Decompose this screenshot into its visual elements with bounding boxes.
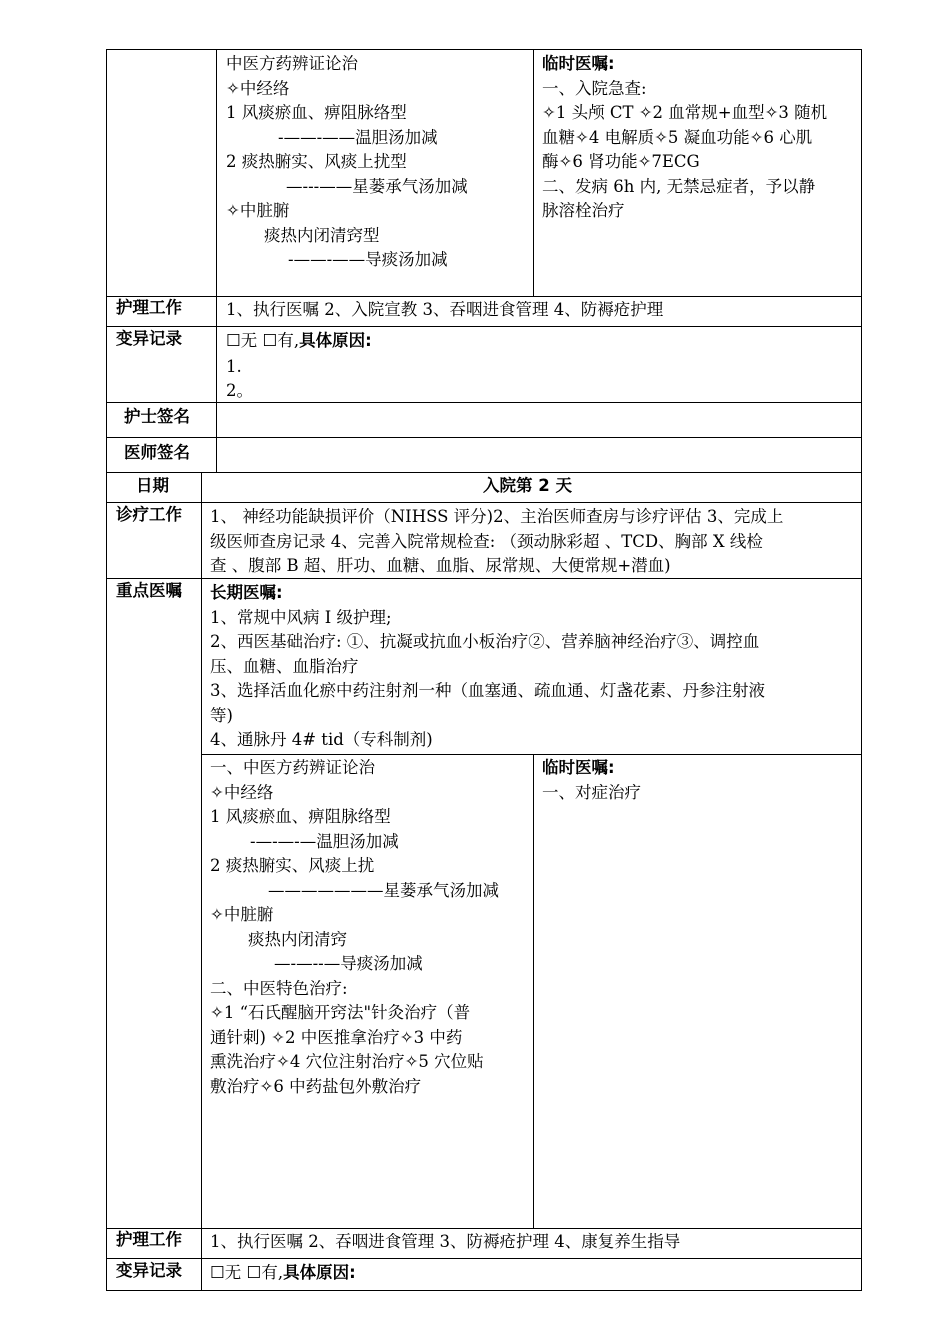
tcm-line: ✧中经络 xyxy=(226,78,290,98)
tcm-line: 中医方药辨证论治 xyxy=(226,54,358,73)
long-line: 3、选择活血化瘀中药注射剂一种（血塞通、疏血通、灯盏花素、丹参注射液 xyxy=(210,681,765,700)
tcm-line: ———————星蒌承气汤加减 xyxy=(268,880,499,900)
variation-reason-label: 具体原因: xyxy=(299,331,372,350)
long-term-orders-title: 长期医嘱: xyxy=(210,583,283,602)
variation-item: 1. xyxy=(226,356,242,376)
nurse-signature-field[interactable] xyxy=(217,403,861,437)
tcm-line: -——-——温胆汤加减 xyxy=(278,127,438,147)
long-line: 2、西医基础治疗: ①、抗凝或抗血小板治疗②、营养脑神经治疗③、调控血 xyxy=(210,632,760,651)
temp-line: 一、入院急查: xyxy=(542,78,647,98)
diagnosis-work-text xyxy=(210,505,860,579)
tcm-line: 2 痰热腑实、风痰上扰型 xyxy=(226,152,407,171)
top-tcm-prescription xyxy=(226,52,531,273)
temp-line: 二、发病 6h 内, 无禁忌症者，予以静 xyxy=(542,176,816,196)
date-value: 入院第 2 天 xyxy=(483,476,572,495)
variation-record xyxy=(210,1261,356,1286)
variation-checkboxes[interactable]: ☐无 ☐有, xyxy=(226,331,300,350)
tcm-line: —-—--—导痰汤加减 xyxy=(274,954,423,973)
tcm-line: —---——星蒌承气汤加减 xyxy=(286,176,468,196)
variation-reason-label: 具体原因: xyxy=(283,1263,356,1282)
variation-checkboxes[interactable]: ☐无 ☐有, xyxy=(210,1263,284,1282)
temp-line: 酶✧6 肾功能✧7ECG xyxy=(542,152,700,171)
tcm-line: 痰热内闭清窍 xyxy=(248,929,347,949)
tcm-line: 痰热内闭清窍型 xyxy=(264,225,380,245)
variation-item: 2。 xyxy=(226,380,253,400)
temp-line: ✧1 头颅 CT ✧2 血常规+血型✧3 随机 xyxy=(542,103,828,122)
tcm-line: 二、中医特色治疗: xyxy=(210,978,348,998)
key-orders-label: 重点医嘱 xyxy=(116,581,182,600)
date-label: 日期 xyxy=(136,476,169,495)
tcm-line: -—-—-—温胆汤加减 xyxy=(250,831,399,851)
diag-line: 1、 神经功能缺损评价（NIHSS 评分)2、主治医师查房与诊疗评估 3、完成上 xyxy=(210,507,784,526)
temp-line: 脉溶栓治疗 xyxy=(542,201,625,220)
temporary-orders-title: 临时医嘱: xyxy=(542,758,615,777)
tcm-line: ✧中脏腑 xyxy=(210,905,274,924)
tcm-line: ✧中脏腑 xyxy=(226,201,290,220)
tcm-line: 熏洗治疗✧4 穴位注射治疗✧5 穴位贴 xyxy=(210,1052,484,1071)
variation-record-label: 变异记录 xyxy=(116,1261,182,1280)
doctor-signature-field[interactable] xyxy=(217,438,861,472)
long-line: 4、通脉丹 4# tid（专科制剂) xyxy=(210,730,433,749)
long-term-orders xyxy=(210,581,860,753)
tcm-line: ✧1 “石氏醒脑开窍法"针灸治疗（普 xyxy=(210,1003,471,1022)
tcm-line: 敷治疗✧6 中药盐包外敷治疗 xyxy=(210,1076,422,1096)
nurse-signature-label: 护士签名 xyxy=(124,407,190,426)
tcm-line: -——-——导痰汤加减 xyxy=(288,250,448,269)
long-line: 压、血糖、血脂治疗 xyxy=(210,656,359,676)
tcm-line: 1 风痰瘀血、痹阻脉络型 xyxy=(226,103,407,122)
tcm-line: 2 痰热腑实、风痰上扰 xyxy=(210,856,375,875)
doctor-signature-label: 医师签名 xyxy=(124,443,190,462)
diag-line: 查 、腹部 B 超、肝功、血糖、血脂、尿常规、大便常规+潜血) xyxy=(210,556,671,575)
long-line: 1、常规中风病 I 级护理; xyxy=(210,607,392,627)
nursing-work-text: 1、执行医嘱 2、入院宣教 3、吞咽进食管理 4、防褥疮护理 xyxy=(226,300,664,319)
day2-temporary-orders xyxy=(542,756,860,805)
diagnosis-work-label: 诊疗工作 xyxy=(116,505,182,524)
temporary-orders-title: 临时医嘱: xyxy=(542,54,615,73)
nursing-work-text: 1、执行医嘱 2、吞咽进食管理 3、防褥疮护理 4、康复养生指导 xyxy=(210,1232,681,1251)
variation-record-label: 变异记录 xyxy=(116,329,182,348)
top-temporary-orders xyxy=(542,52,860,224)
temp-line: 血糖✧4 电解质✧5 凝血功能✧6 心肌 xyxy=(542,127,813,147)
diag-line: 级医师查房记录 4、完善入院常规检查: （颈动脉彩超 、TCD、胸部 X 线检 xyxy=(210,531,763,551)
variation-record xyxy=(226,329,856,402)
tcm-line: 1 风痰瘀血、痹阻脉络型 xyxy=(210,807,391,826)
day2-tcm-prescription xyxy=(210,756,530,1099)
tcm-line: ✧中经络 xyxy=(210,782,274,802)
tcm-line: 通针刺) ✧2 中医推拿治疗✧3 中药 xyxy=(210,1027,463,1047)
nursing-work-label: 护理工作 xyxy=(116,1230,182,1249)
temp-line: 一、对症治疗 xyxy=(542,782,641,802)
tcm-line: 一、中医方药辨证论治 xyxy=(210,758,375,777)
nursing-work-label: 护理工作 xyxy=(116,298,182,317)
long-line: 等) xyxy=(210,705,233,725)
